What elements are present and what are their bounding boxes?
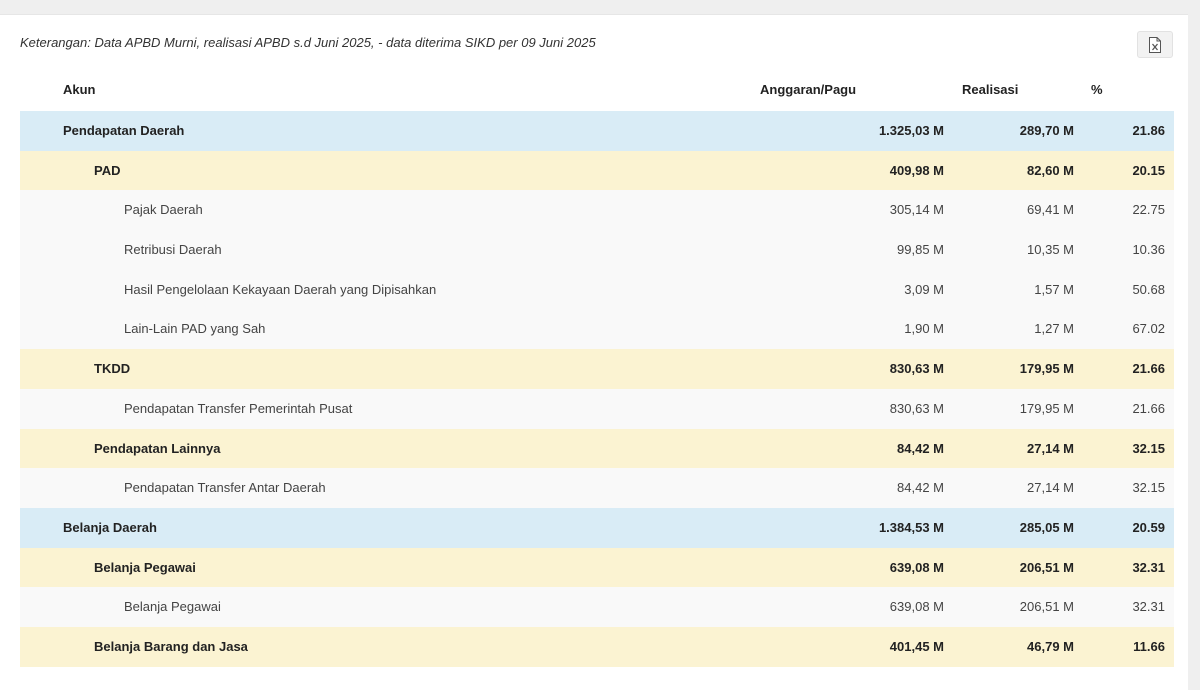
budget-value: 305,14 M — [889, 202, 944, 218]
account-name: Belanja Pegawai — [124, 599, 221, 615]
budget-value: 639,08 M — [889, 599, 944, 615]
data-note: Keterangan: Data APBD Murni, realisasi APBD s.d Juni 2025, - data diterima SIKD per 09 Juni 2025 — [20, 35, 596, 50]
budget-value: 84,42 M — [897, 480, 944, 496]
table-row — [20, 627, 1174, 667]
realization-value: 179,95 M — [1019, 400, 1074, 416]
budget-value: 1,90 M — [904, 321, 944, 337]
percent-value: 20.15 — [1132, 162, 1165, 178]
account-name: Pendapatan Lainnya — [94, 440, 221, 456]
percent-value: 32.15 — [1132, 440, 1165, 456]
percent-value: 32.31 — [1132, 559, 1165, 575]
percent-value: 22.75 — [1132, 202, 1165, 218]
account-name: Pendapatan Transfer Pemerintah Pusat — [124, 400, 353, 416]
budget-value: 401,45 M — [889, 638, 944, 654]
table-row — [20, 111, 1174, 151]
account-name: Pendapatan Transfer Antar Daerah — [124, 480, 326, 496]
table-row — [20, 309, 1174, 349]
budget-value: 409,98 M — [889, 162, 944, 178]
table-row — [20, 389, 1174, 429]
table-body — [20, 111, 1174, 667]
percent-value: 10.36 — [1132, 242, 1165, 258]
realization-value: 46,79 M — [1027, 638, 1074, 654]
percent-value: 21.66 — [1132, 400, 1165, 416]
percent-value: 50.68 — [1132, 281, 1165, 297]
budget-value: 3,09 M — [904, 281, 944, 297]
percent-value: 21.66 — [1132, 361, 1165, 377]
account-name: PAD — [94, 162, 121, 178]
table-row — [20, 468, 1174, 508]
account-name: Hasil Pengelolaan Kekayaan Daerah yang Dipisahkan — [124, 281, 437, 297]
realization-value: 285,05 M — [1019, 519, 1074, 535]
account-name: Belanja Daerah — [63, 519, 157, 535]
account-name: Lain-Lain PAD yang Sah — [124, 321, 266, 337]
excel-file-icon — [1148, 37, 1162, 53]
account-name: Pendapatan Daerah — [63, 123, 185, 138]
table-row — [20, 230, 1174, 270]
budget-value: 1.325,03 M — [878, 123, 944, 138]
account-name: Retribusi Daerah — [124, 242, 222, 258]
account-name: Belanja Barang dan Jasa — [94, 638, 248, 654]
export-excel-button[interactable] — [1137, 31, 1173, 58]
budget-value: 1.384,53 M — [878, 519, 944, 535]
account-name: TKDD — [94, 361, 131, 377]
table-row — [20, 548, 1174, 588]
budget-value: 84,42 M — [897, 440, 944, 456]
table-row — [20, 270, 1174, 310]
apbd-panel — [0, 14, 1188, 690]
table-row — [20, 190, 1174, 230]
table-header — [20, 71, 1174, 111]
header-akun: Akun — [63, 82, 96, 97]
header-pagu: Anggaran/Pagu — [760, 82, 857, 97]
realization-value: 69,41 M — [1027, 202, 1074, 218]
percent-value: 20.59 — [1132, 519, 1165, 535]
budget-value: 99,85 M — [897, 242, 944, 258]
table-row — [20, 151, 1174, 191]
realization-value: 27,14 M — [1027, 440, 1074, 456]
table-row — [20, 587, 1174, 627]
percent-value: 32.31 — [1132, 599, 1165, 615]
budget-value: 830,63 M — [889, 361, 944, 377]
budget-value: 639,08 M — [889, 559, 944, 575]
account-name: Pajak Daerah — [124, 202, 203, 218]
table-row — [20, 429, 1174, 469]
percent-value: 21.86 — [1132, 123, 1165, 138]
realization-value: 289,70 M — [1019, 123, 1074, 138]
realization-value: 179,95 M — [1019, 361, 1074, 377]
realization-value: 1,57 M — [1034, 281, 1074, 297]
realization-value: 10,35 M — [1027, 242, 1074, 258]
realization-value: 206,51 M — [1019, 599, 1074, 615]
percent-value: 32.15 — [1132, 480, 1165, 496]
realization-value: 1,27 M — [1034, 321, 1074, 337]
realization-value: 27,14 M — [1027, 480, 1074, 496]
realization-value: 82,60 M — [1027, 162, 1074, 178]
account-name: Belanja Pegawai — [94, 559, 196, 575]
header-realisasi: Realisasi — [962, 82, 1019, 97]
realization-value: 206,51 M — [1019, 559, 1074, 575]
percent-value: 11.66 — [1133, 638, 1165, 654]
table-row — [20, 349, 1174, 389]
percent-value: 67.02 — [1132, 321, 1165, 337]
header-percent: % — [1091, 82, 1103, 97]
table-row — [20, 508, 1174, 548]
budget-value: 830,63 M — [889, 400, 944, 416]
apbd-table — [20, 71, 1174, 667]
